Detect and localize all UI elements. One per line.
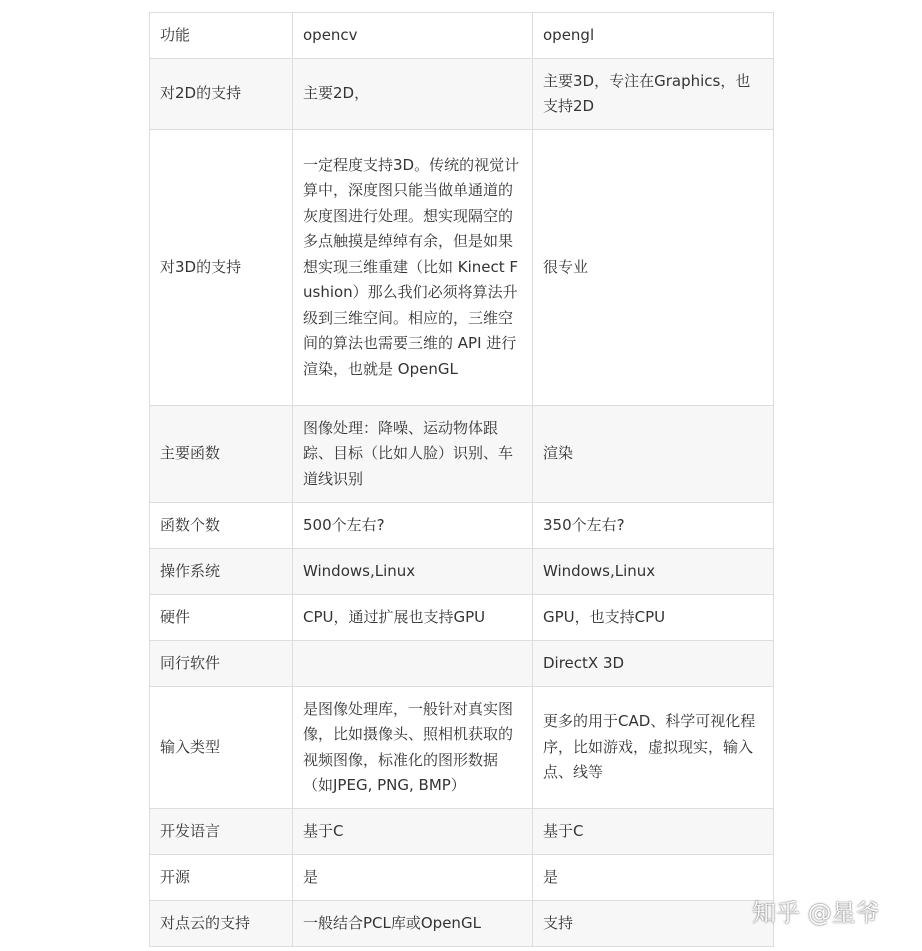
row-label: 函数个数 (150, 503, 293, 549)
table-row (150, 809, 774, 855)
table-header-row (150, 13, 774, 59)
comparison-table (149, 12, 774, 947)
row-label: 输入类型 (150, 687, 293, 809)
table-row (150, 901, 774, 947)
opencv-cell: CPU，通过扩展也支持GPU (293, 595, 533, 641)
table-row (150, 687, 774, 809)
row-label: 对2D的支持 (150, 59, 293, 130)
opencv-cell: Windows,Linux (293, 549, 533, 595)
opencv-cell: 是图像处理库，一般针对真实图像，比如摄像头、照相机获取的视频图像，标准化的图形数据（如JPEG, PNG, BMP） (293, 687, 533, 809)
header-cell-opencv: opencv (293, 13, 533, 59)
comparison-table-container (149, 12, 773, 947)
row-label: 主要函数 (150, 406, 293, 503)
row-label: 操作系统 (150, 549, 293, 595)
row-label: 同行软件 (150, 641, 293, 687)
opengl-cell: DirectX 3D (533, 641, 774, 687)
opengl-cell: 基于C (533, 809, 774, 855)
opencv-cell: 图像处理：降噪、运动物体跟踪、目标（比如人脸）识别、车道线识别 (293, 406, 533, 503)
header-cell-feature: 功能 (150, 13, 293, 59)
table-row (150, 595, 774, 641)
opengl-cell: 更多的用于CAD、科学可视化程序，比如游戏，虚拟现实，输入点、线等 (533, 687, 774, 809)
table-row (150, 406, 774, 503)
header-cell-opengl: opengl (533, 13, 774, 59)
opengl-cell: 主要3D，专注在Graphics，也支持2D (533, 59, 774, 130)
opengl-cell: GPU，也支持CPU (533, 595, 774, 641)
table-row (150, 130, 774, 406)
row-label: 对3D的支持 (150, 130, 293, 406)
opengl-cell: 很专业 (533, 130, 774, 406)
opengl-cell: Windows,Linux (533, 549, 774, 595)
opencv-cell: 一定程度支持3D。传统的视觉计算中，深度图只能当做单通道的灰度图进行处理。想实现隔空的多点触摸是绰绰有余，但是如果想实现三维重建（比如 Kinect Fushion）那么我们必须将算法升级到三维空间。相应的，三维空间的算法也需要三维的 API 进行渲染，也就是 OpenGL (293, 130, 533, 406)
opencv-cell: 一般结合PCL库或OpenGL (293, 901, 533, 947)
row-label: 开源 (150, 855, 293, 901)
table-row (150, 59, 774, 130)
opencv-cell (293, 641, 533, 687)
table-row (150, 855, 774, 901)
opengl-cell: 渲染 (533, 406, 774, 503)
table-row (150, 503, 774, 549)
opengl-cell: 350个左右? (533, 503, 774, 549)
table-row (150, 549, 774, 595)
opencv-cell: 是 (293, 855, 533, 901)
row-label: 对点云的支持 (150, 901, 293, 947)
table-row (150, 641, 774, 687)
opencv-cell: 500个左右? (293, 503, 533, 549)
row-label: 开发语言 (150, 809, 293, 855)
row-label: 硬件 (150, 595, 293, 641)
opencv-cell: 基于C (293, 809, 533, 855)
zhihu-watermark: 知乎 @星爷 (752, 899, 880, 927)
opengl-cell: 支持 (533, 901, 774, 947)
opengl-cell: 是 (533, 855, 774, 901)
opencv-cell: 主要2D， (293, 59, 533, 130)
